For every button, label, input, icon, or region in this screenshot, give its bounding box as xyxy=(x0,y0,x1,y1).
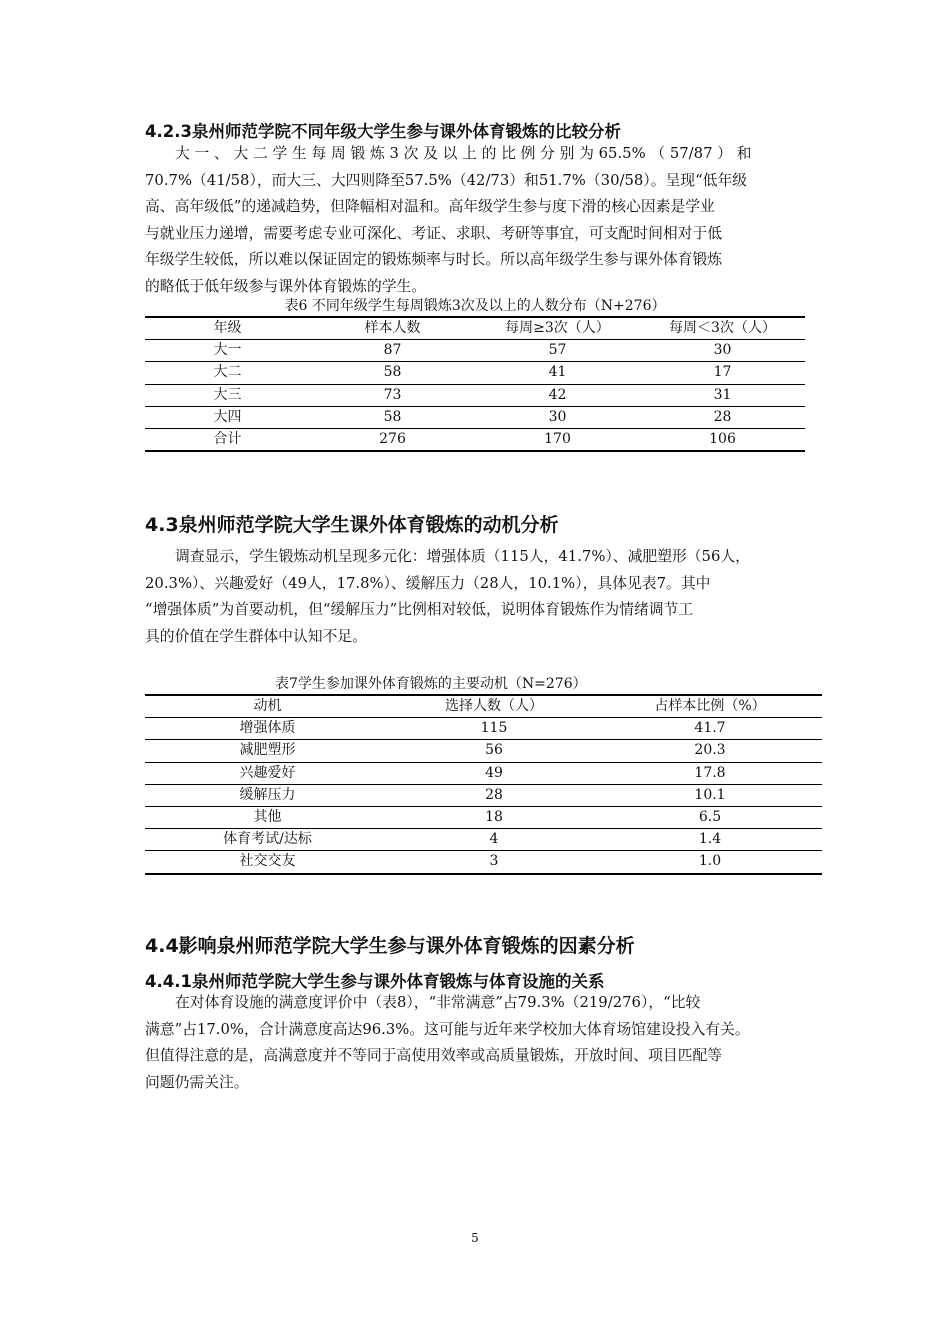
table-cell: 115 xyxy=(390,718,598,740)
table-cell: 10.1 xyxy=(598,784,822,806)
table-row xyxy=(145,829,822,851)
table-row xyxy=(145,740,822,762)
table-row xyxy=(145,340,805,362)
paragraph-line: “增强体质”为首要动机，但“缓解压力”比例相对较低，说明体育锻炼作为情绪调节工 xyxy=(145,601,694,618)
table-row xyxy=(145,406,805,428)
table-7-caption: 表7学生参加课外体育锻炼的主要动机（N=276） xyxy=(275,676,587,692)
table-cell: 18 xyxy=(390,806,598,828)
paragraph-line: 大 一 、 大 二 学 生 每 周 锻 炼 3 次 及 以 上 的 比 例 分 别 为 65.5% （ 57/87 ） 和 xyxy=(175,145,752,162)
paragraph-line: 年级学生较低，所以难以保证固定的锻炼频率与时长。所以高年级学生参与课外体育锻炼 xyxy=(145,251,723,268)
table-header-cell: 年级 xyxy=(145,317,310,340)
paragraph-line: 高、高年级低”的递减趋势，但降幅相对温和。高年级学生参与度下滑的核心因素是学业 xyxy=(145,198,715,215)
table-cell: 4 xyxy=(390,829,598,851)
table-row xyxy=(145,806,822,828)
table-cell: 28 xyxy=(640,406,805,428)
table-cell: 56 xyxy=(390,740,598,762)
table-cell: 57 xyxy=(475,340,640,362)
table-cell: 大四 xyxy=(145,406,310,428)
paragraph-4-4-1 xyxy=(145,990,810,1096)
paragraph-line: 70.7%（41/58），而大三、大四则降至57.5%（42/73）和51.7%（30/58）。呈现“低年级 xyxy=(145,171,748,189)
table-row xyxy=(145,784,822,806)
table-cell: 30 xyxy=(640,340,805,362)
section-heading-4-2-3: 4.2.3泉州师范学院不同年级大学生参与课外体育锻炼的比较分析 xyxy=(145,122,621,141)
table-cell: 大二 xyxy=(145,362,310,384)
paragraph-line: 20.3%）、兴趣爱好（49人，17.8%）、缓解压力（28人，10.1%），具体见表7。其中 xyxy=(145,574,711,592)
table-header-row xyxy=(145,695,822,718)
table-cell: 58 xyxy=(310,362,475,384)
table-row xyxy=(145,428,805,451)
table-cell: 1.4 xyxy=(598,829,822,851)
paragraph-line: 的略低于低年级参与课外体育锻炼的学生。 xyxy=(145,277,427,295)
table-row xyxy=(145,384,805,406)
page-number: 5 xyxy=(471,1231,479,1245)
table-cell: 58 xyxy=(310,406,475,428)
table-row xyxy=(145,762,822,784)
table-6-caption: 表6 不同年级学生每周锻炼3次及以上的人数分布（N+276） xyxy=(284,298,666,314)
table-cell: 170 xyxy=(475,428,640,451)
table-cell: 缓解压力 xyxy=(145,784,390,806)
table-6 xyxy=(145,316,805,452)
paragraph-line: 与就业压力递增，需要考虑专业可深化、考证、求职、考研等事宜，可支配时间相对于低 xyxy=(145,224,723,242)
table-cell: 合计 xyxy=(145,428,310,451)
paragraph-4-2-3 xyxy=(145,141,805,300)
table-cell: 87 xyxy=(310,340,475,362)
table-header-cell: 每周≥3次（人） xyxy=(475,317,640,340)
table-cell: 42 xyxy=(475,384,640,406)
table-header-row xyxy=(145,317,805,340)
table-7 xyxy=(145,694,822,875)
paragraph-4-3 xyxy=(145,544,810,650)
table-cell: 减肥塑形 xyxy=(145,740,390,762)
table-cell: 49 xyxy=(390,762,598,784)
table-cell: 276 xyxy=(310,428,475,451)
table-cell: 17 xyxy=(640,362,805,384)
table-cell: 大一 xyxy=(145,340,310,362)
table-cell: 大三 xyxy=(145,384,310,406)
table-header-cell: 每周＜3次（人） xyxy=(640,317,805,340)
section-heading-4-3: 4.3泉州师范学院大学生课外体育锻炼的动机分析 xyxy=(145,514,559,536)
table-row xyxy=(145,362,805,384)
table-header-cell: 选择人数（人） xyxy=(390,695,598,718)
table-header-cell: 占样本比例（%） xyxy=(598,695,822,718)
table-cell: 17.8 xyxy=(598,762,822,784)
paragraph-line: 问题仍需关注。 xyxy=(145,1073,249,1091)
table-cell: 41.7 xyxy=(598,718,822,740)
paragraph-line: 调查显示，学生锻炼动机呈现多元化：增强体质（115人，41.7%）、减肥塑形（56人， xyxy=(175,548,750,565)
table-cell: 3 xyxy=(390,851,598,874)
table-header-cell: 动机 xyxy=(145,695,390,718)
table-cell: 体育考试/达标 xyxy=(145,829,390,851)
table-cell: 41 xyxy=(475,362,640,384)
paragraph-line: 但值得注意的是，高满意度并不等同于高使用效率或高质量锻炼，开放时间、项目匹配等 xyxy=(145,1047,723,1064)
table-header-cell: 样本人数 xyxy=(310,317,475,340)
section-heading-4-4: 4.4影响泉州师范学院大学生参与课外体育锻炼的因素分析 xyxy=(145,935,635,957)
paragraph-line: 满意”占17.0%，合计满意度高达96.3%。这可能与近年来学校加大体育场馆建设投入有关。 xyxy=(145,1020,750,1038)
table-row xyxy=(145,718,822,740)
table-cell: 31 xyxy=(640,384,805,406)
table-cell: 兴趣爱好 xyxy=(145,762,390,784)
table-cell: 28 xyxy=(390,784,598,806)
table-cell: 社交交友 xyxy=(145,851,390,874)
table-cell: 106 xyxy=(640,428,805,451)
paragraph-line: 具的价值在学生群体中认知不足。 xyxy=(145,627,367,645)
table-row xyxy=(145,851,822,874)
table-cell: 增强体质 xyxy=(145,718,390,740)
table-cell: 30 xyxy=(475,406,640,428)
table-cell: 6.5 xyxy=(598,806,822,828)
table-cell: 20.3 xyxy=(598,740,822,762)
paragraph-line: 在对体育设施的满意度评价中（表8），“非常满意”占79.3%（219/276），“比较 xyxy=(175,994,701,1011)
section-heading-4-4-1: 4.4.1泉州师范学院大学生参与课外体育锻炼与体育设施的关系 xyxy=(145,972,605,991)
table-cell: 1.0 xyxy=(598,851,822,874)
table-cell: 其他 xyxy=(145,806,390,828)
table-cell: 73 xyxy=(310,384,475,406)
